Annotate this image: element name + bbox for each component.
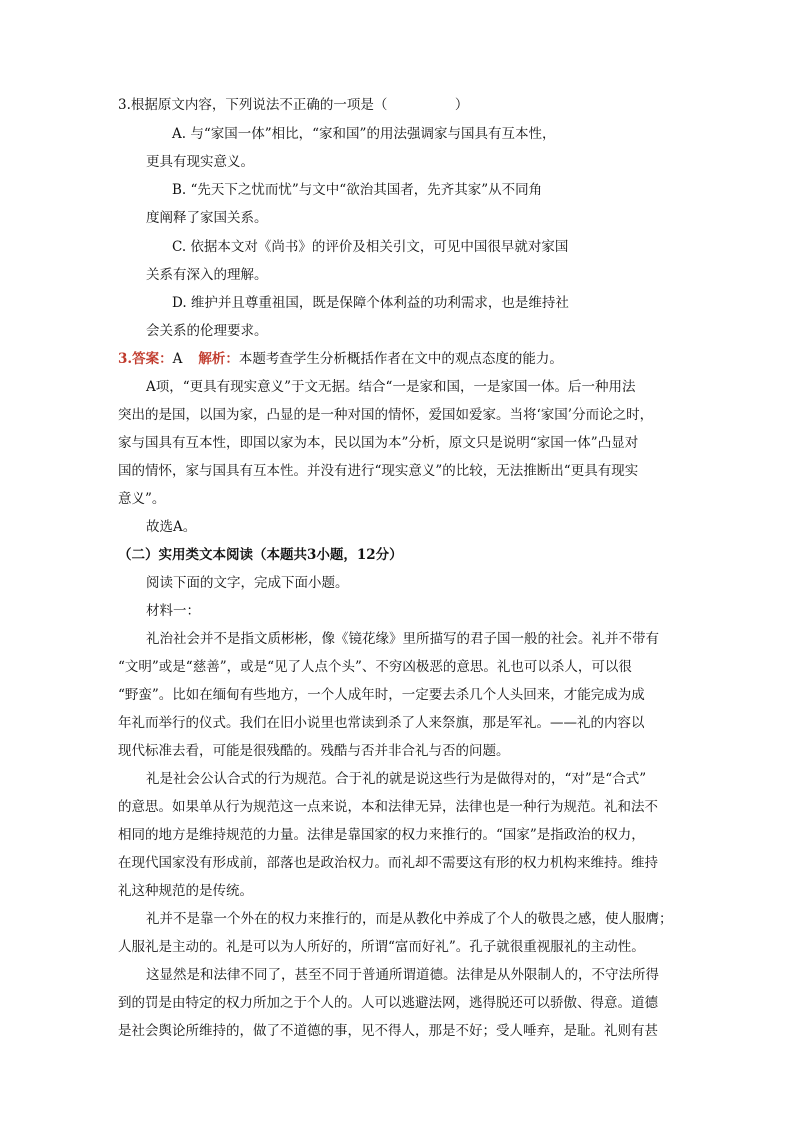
paragraph-1-line-5: 现代标准去看，可能是很残酷的。残酷与否并非合礼与否的问题。 — [118, 743, 510, 759]
paragraph-1-line-1: 礼治社会并不是指文质彬彬，像《镜花缘》里所描写的君子国一般的社会。礼并不带有 — [146, 631, 659, 647]
analysis-body-line-3: 家与国具有互本性，即国以家为本，民以国为本”分析，原文只是说明“家国一体”凸显对 — [118, 435, 639, 451]
section-heading: （二）实用类文本阅读（本题共3小题，12分） — [118, 547, 403, 563]
paragraph-3-line-1: 礼并不是靠一个外在的权力来推行的，而是从教化中养成了个人的敬畏之感，使人服膺； — [146, 911, 673, 927]
paragraph-2-line-4: 在现代国家没有形成前，部落也是政治权力。而礼却不需要这有形的权力机构来维持。维持 — [118, 855, 658, 871]
analysis-body-line-1: A项，“更具有现实意义”于文无据。结合“一是家和国，一是家国一体。后一种用法 — [146, 379, 636, 395]
option-c-line-2: 关系有深入的理解。 — [146, 267, 268, 283]
option-b-line-1: B. “先天下之忧而忧”与文中“欲治其国者，先齐其家”从不同角 — [172, 182, 543, 198]
paragraph-2-line-3: 相同的地方是维持规范的力量。法律是靠国家的权力来推行的。“国家”是指政治的权力， — [118, 827, 645, 843]
analysis-body-line-4: 国的情怀，家与国具有互本性。并没有进行“现实意义”的比较，无法推断出“更具有现实 — [118, 463, 639, 479]
paragraph-4-line-1: 这显然是和法律不同了，甚至不同于普通所谓道德。法律是从外限制人的，不守法所得 — [146, 967, 659, 983]
answer-line — [118, 349, 678, 369]
paragraph-1-line-4: 年礼而举行的仪式。我们在旧小说里也常读到杀了人来祭旗，那是军礼。——礼的内容以 — [118, 715, 645, 731]
answer-conclusion: 故选A。 — [146, 519, 197, 535]
paragraph-1-line-2: “文明”或是“慈善”，或是“见了人点个头”、不穷凶极恶的意思。礼也可以杀人，可以很 — [118, 659, 632, 675]
paragraph-2-line-2: 的意思。如果单从行为规范这一点来说，本和法律无异，法律也是一种行为规范。礼和法不 — [118, 799, 658, 815]
analysis-label: 解析： — [198, 351, 239, 367]
analysis-text: 本题考查学生分析概括作者在文中的观点态度的能力。 — [238, 351, 563, 367]
paragraph-2-line-1: 礼是社会公认合式的行为规范。合于礼的就是说这些行为是做得对的，“对”是“合式” — [146, 771, 647, 787]
paragraph-1-line-3: “野蛮”。比如在缅甸有些地方，一个人成年时，一定要去杀几个人头回来，才能完成为成 — [118, 687, 645, 703]
paragraph-3-line-2: 人服礼是主动的。礼是可以为人所好的，所谓“富而好礼”。孔子就很重视服礼的主动性。 — [118, 939, 645, 955]
question-3-stem: 3.根据原文内容，下列说法不正确的一项是（ ） — [118, 97, 469, 113]
option-a-line-2: 更具有现实意义。 — [146, 154, 254, 170]
answer-value: A — [172, 351, 183, 367]
answer-label: 3.答案： — [118, 351, 173, 367]
analysis-body-line-5: 意义”。 — [118, 491, 166, 507]
option-d-line-1: D. 维护并且尊重祖国，既是保障个体利益的功利需求，也是维持社 — [172, 295, 569, 311]
paragraph-4-line-3: 是社会舆论所维持的，做了不道德的事，见不得人，那是不好；受人唾弃，是耻。礼则有甚 — [118, 1023, 658, 1039]
material-label: 材料一： — [146, 603, 200, 619]
paragraph-4-line-2: 到的罚是由特定的权力所加之于个人的。人可以逃避法网，逃得脱还可以骄傲、得意。道德 — [118, 995, 658, 1011]
section-instruction: 阅读下面的文字，完成下面小题。 — [146, 575, 349, 591]
option-b-line-2: 度阐释了家国关系。 — [146, 210, 268, 226]
option-d-line-2: 会关系的伦理要求。 — [146, 323, 268, 339]
option-c-line-1: C. 依据本文对《尚书》的评价及相关引文，可见中国很早就对家国 — [172, 239, 569, 255]
option-a-line-1: A. 与“家国一体”相比，“家和国”的用法强调家与国具有互本性， — [172, 126, 556, 142]
paragraph-2-line-5: 礼这种规范的是传统。 — [118, 883, 253, 899]
analysis-body-line-2: 突出的是国，以国为家，凸显的是一种对国的情怀，爱国如爱家。当将‘家国’分而论之时， — [118, 407, 654, 423]
